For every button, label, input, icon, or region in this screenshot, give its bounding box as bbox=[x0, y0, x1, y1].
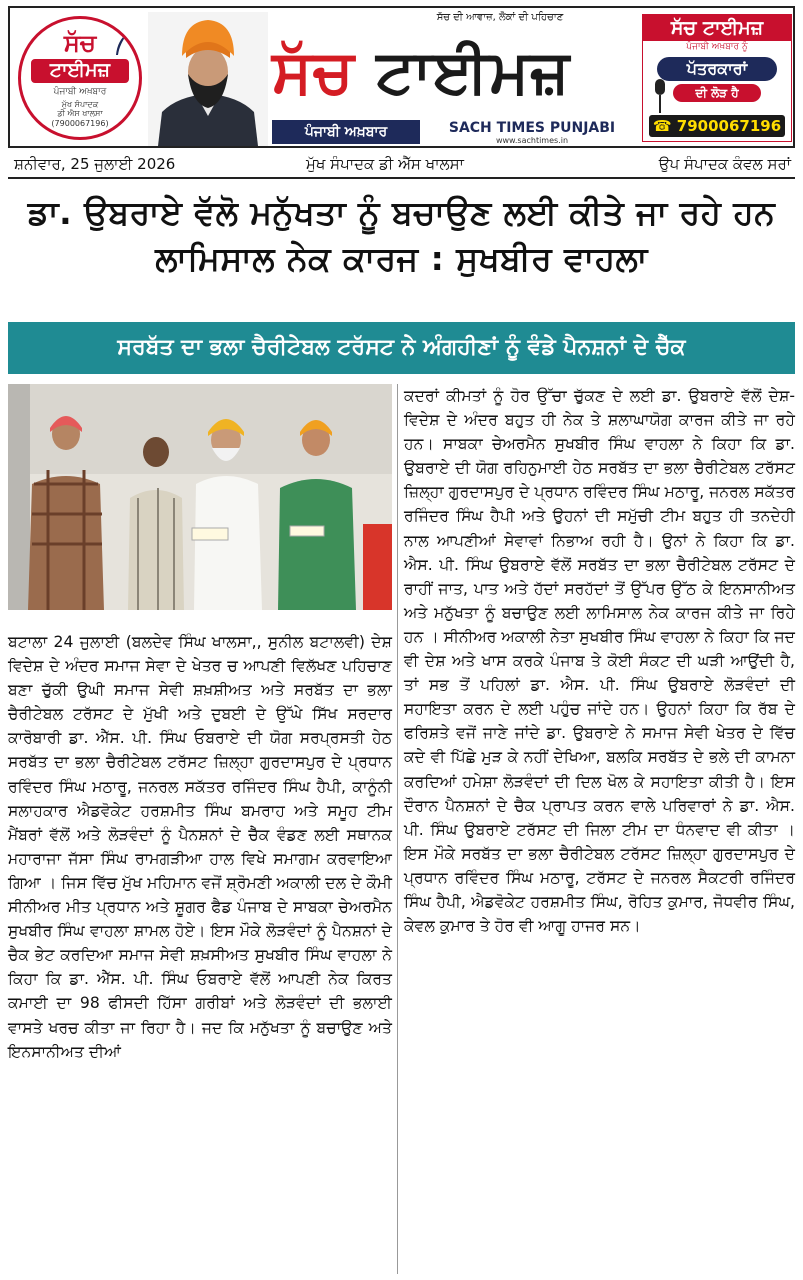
date-bar bbox=[8, 153, 795, 179]
ad-need-line-2: ਦੀ ਲੋੜ ਹੈ bbox=[673, 84, 761, 102]
ad-title: ਸੱਚ ਟਾਈਮਜ਼ bbox=[643, 15, 791, 41]
tagline: ਸੱਚ ਦੀ ਆਵਾਜ਼, ਲੋਕਾਂ ਦੀ ਪਹਿਚਾਣ bbox=[436, 12, 564, 23]
masthead bbox=[8, 6, 795, 148]
quill-pen-icon bbox=[113, 31, 131, 57]
logo-line-4: ਮੁੱਖ ਸੰਪਾਦਕ bbox=[61, 99, 99, 109]
newspaper-title bbox=[272, 24, 640, 120]
title-word-times: ਟਾਈਮਜ਼ bbox=[376, 37, 571, 107]
article-body-left-column: ਬਟਾਲਾ 24 ਜੁਲਾਈ (ਬਲਦੇਵ ਸਿੰਘ ਖਾਲਸਾ,, ਸੁਨੀਲ ਬਟਾਲਵੀ) ਦੇਸ਼ ਵਿਦੇਸ਼ ਦੇ ਅੰਦਰ ਸਮਾਜ ਸੇਵਾ ਦੇ ਖੇਤਰ ਚ ਆਪਣੀ ਵਿਲੱਖਣ ਪਹਿਚਾਣ ਬਣਾ ਚੁੱਕੀ ਉਘੀ ਸਮਾਜ ਸੇਵੀ ਸ਼ਖ਼ਸ਼ੀਅਤ ਅਤੇ ਸਰਬੱਤ ਦਾ ਭਲਾ ਚੈਰੀਟੇਬਲ ਟਰੱਸਟ ਦੇ ਮੁੱਖੀ ਅਤੇ ਦੁਬਈ ਦੇ ਉੱਘੇ ਸਿੱਖ ਸਰਦਾਰ ਕਾਰੋਬਾਰੀ ਡਾ. ਐੱਸ. ਪੀ. ਸਿੰਘ ਓਬਰਾਏ ਦੀ ਯੋਗ ਸਰਪ੍ਰਸਤੀ ਹੇਠ ਸਰਬੱਤ ਦਾ ਭਲਾ ਚੈਰੀਟੇਬਲ ਟਰੱਸਟ ਜ਼ਿਲ੍ਹਾ ਗੁਰਦਾਸਪੁਰ ਦੇ ਪ੍ਰਧਾਨ ਰਵਿੰਦਰ ਸਿੰਘ ਮਠਾਰੂ, ਜਨਰਲ ਸਕੱਤਰ ਰਜਿੰਦਰ ਸਿੰਘ ਹੈਪੀ, ਕਾਨੂੰਨੀ ਸਲਾਹਕਾਰ ਐਡਵੋਕੇਟ ਹਰਸ਼ਮੀਤ ਸਿੰਘ ਬਮਰਾਹ ਅਤੇ ਸਮੂਹ ਟੀਮ ਮੈਂਬਰਾਂ ਵੱਲੋਂ ਅਤੇ ਲੋੜਵੰਦਾਂ ਨੂੰ ਪੈਨਸ਼ਨਾਂ ਦੇ ਚੈੱਕ ਵੰਡਣ ਲਈ ਸਥਾਨਕ ਮਹਾਰਾਜਾ ਜੱਸਾ ਸਿੰਘ ਰਾਮਗੜੀਆ ਹਾਲ ਵਿਖੇ ਸਮਾਗਮ ਕਰਵਾਇਆ ਗਿਆ । ਜਿਸ ਵਿੱਚ ਮੁੱਖ ਮਹਿਮਾਨ ਵਜੋਂ ਸ਼੍ਰੋਮਣੀ ਅਕਾਲੀ ਦਲ ਦੇ ਕੌਮੀ ਸੀਨੀਅਰ ਮੀਤ ਪ੍ਰਧਾਨ ਅਤੇ ਸ਼ੂਗਰ ਫੈਡ ਪੰਜਾਬ ਦੇ ਸਾਬਕਾ ਚੇਅਰਮੈਨ ਸੁਖਬੀਰ ਸਿੰਘ ਵਾਹਲਾ ਸ਼ਾਮਲ ਹੋਏ। ਇਸ ਮੌਕੇ ਲੋੜਵੰਦਾਂ ਨੂੰ ਪੈਨਸ਼ਨਾਂ ਦੇ ਚੈਕ ਭੇਟ ਕਰਦਿਆ ਸਮਾਜ ਸੇਵੀ ਸ਼ਖ਼ਸੀਅਤ ਸੁਖਬੀਰ ਸਿੰਘ ਵਾਹਲਾ ਨੇ ਕਿਹਾ ਕਿ ਡਾ. ਐੱਸ. ਪੀ. ਸਿੰਘ ਓਬਰਾਏ ਵੱਲੋਂ ਆਪਣੀ ਨੇਕ ਕਿਰਤ ਕਮਾਈ ਦਾ 98 ਫੀਸਦੀ ਹਿੱਸਾ ਗਰੀਬਾਂ ਅਤੇ ਲੋੜਵੰਦਾਂ ਦੀ ਭਲਾਈ ਵਾਸਤੇ ਖਰਚ ਕੀਤਾ ਜਾ ਰਿਹਾ ਹੈ। ਜਦ ਕਿ ਮਨੁੱਖਤਾ ਨੂੰ ਬਚਾਉਣ ਅਤੇ ਇਨਸਾਨੀਅਤ ਦੀਆਂ bbox=[8, 633, 392, 1061]
website-link[interactable]: www.sachtimes.in bbox=[495, 136, 569, 145]
ad-phone-number[interactable]: ☎ 7900067196 bbox=[649, 115, 785, 137]
article-headline: ਡਾ. ਉਬਰਾਏ ਵੱਲੋ ਮਨੁੱਖਤਾ ਨੂੰ ਬਚਾਉਣ ਲਈ ਕੀਤੇ ਜਾ ਰਹੇ ਹਨ ਲਾਮਿਸਾਲ ਨੇਕ ਕਾਰਜ : ਸੁਖਬੀਰ ਵਾਹਲਾ bbox=[27, 193, 776, 278]
logo-line-1: ਸੱਚ bbox=[63, 29, 97, 57]
sub-editor: ਉਪ ਸੰਪਾਦਕ ਕੰਵਲ ਸਰਾਂ bbox=[658, 155, 791, 173]
event-photo bbox=[8, 384, 392, 610]
publication-date: ਸ਼ਨੀਵਾਰ, 25 ਜੁਲਾਈ 2026 bbox=[14, 155, 176, 173]
logo-line-2: ਟਾਈਮਜ਼ bbox=[31, 59, 129, 83]
logo-line-6: (7900067196) bbox=[51, 118, 109, 128]
english-name: SACH TIMES PUNJABI bbox=[448, 120, 616, 136]
logo-line-3: ਪੰਜਾਬੀ ਅਖ਼ਬਾਰ bbox=[53, 86, 107, 97]
ad-subtitle: ਪੰਜਾਬੀ ਅਖ਼ਬਾਰ ਨੂੰ bbox=[686, 42, 748, 52]
microphone-icon bbox=[651, 79, 669, 115]
editor-portrait bbox=[148, 12, 268, 146]
phone-value: 7900067196 bbox=[676, 117, 782, 135]
chief-editor: ਮੁੱਖ ਸੰਪਾਦਕ ਡੀ ਐੱਸ ਖਾਲਸਾ bbox=[306, 155, 464, 173]
ad-need-line-1: ਪੱਤਰਕਾਰਾਂ bbox=[657, 57, 777, 81]
title-word-sach: ਸੱਚ bbox=[272, 37, 355, 107]
newspaper-logo bbox=[18, 16, 142, 140]
article-body-right-column: ਕਦਰਾਂ ਕੀਮਤਾਂ ਨੂੰ ਹੋਰ ਉੱਚਾ ਚੁੱਕਣ ਦੇ ਲਈ ਡਾ. ਉਬਰਾਏ ਵੱਲੋਂ ਦੇਸ਼-ਵਿਦੇਸ਼ ਦੇ ਅੰਦਰ ਬਹੁਤ ਹੀ ਨੇਕ ਤੇ ਸ਼ਲਾਘਾਯੋਗ ਕਾਰਜ ਕੀਤੇ ਜਾ ਰਹੇ ਹਨ। ਸਾਬਕਾ ਚੇਅਰਮੈਨ ਸੁਖਬੀਰ ਸਿੰਘ ਵਾਹਲਾ ਨੇ ਕਿਹਾ ਕਿ ਡਾ. ਉਬਰਾਏ ਦੀ ਯੋਗ ਰਹਿਨੁਮਾਈ ਹੇਠ ਸਰਬੱਤ ਦਾ ਭਲਾ ਚੈਰੀਟੇਬਲ ਟਰੱਸਟ ਜ਼ਿਲ੍ਹਾ ਗੁਰਦਾਸਪੁਰ ਦੇ ਪ੍ਰਧਾਨ ਰਵਿੰਦਰ ਸਿੰਘ ਮਠਾਰੂ, ਜਨਰਲ ਸਕੱਤਰ ਰਜਿੰਦਰ ਸਿੰਘ ਹੈਪੀ ਅਤੇ ਉਹਨਾਂ ਦੀ ਸਮੁੱਚੀ ਟੀਮ ਬਹੁਤ ਹੀ ਤਨਦੇਹੀ ਨਾਲ ਆਪਣੀਆਂ ਸੇਵਾਵਾਂ ਨਿਭਾਅ ਰਹੀ ਹੈ। ਉਨਾਂ ਨੇ ਕਿਹਾ ਕਿ ਡਾ. ਐਸ. ਪੀ. ਸਿੰਘ ਉਬਰਾਏ ਵੱਲੋਂ ਸਰਬੱਤ ਦਾ ਭਲਾ ਚੈਰੀਟੇਬਲ ਟਰੱਸਟ ਦੇ ਰਾਹੀਂ ਜਾਤ, ਪਾਤ ਅਤੇ ਹੱਦਾਂ ਸਰਹੱਦਾਂ ਤੋਂ ਉੱਪਰ ਉੱਠ ਕੇ ਇਨਸਾਨੀਅਤ ਅਤੇ ਮਨੁੱਖਤਾ ਨੂੰ ਬਚਾਉਣ ਲਈ ਲਾਮਿਸਾਲ ਨੇਕ ਕਾਰਜ ਕੀਤੇ ਜਾ ਰਿਹੇ ਹਨ । ਸੀਨੀਅਰ ਅਕਾਲੀ ਨੇਤਾ ਸੁਖਬੀਰ ਸਿੰਘ ਵਾਹਲਾ ਨੇ ਕਿਹਾ ਕਿ ਜਦ ਵੀ ਦੇਸ਼ ਅਤੇ ਖਾਸ ਕਰਕੇ ਪੰਜਾਬ ਤੇ ਕੋਈ ਸੰਕਟ ਦੀ ਘੜੀ ਆਉਂਦੀ ਹੈ, ਤਾਂ ਸਭ ਤੋਂ ਪਹਿਲਾਂ ਡਾ. ਐਸ. ਪੀ. ਸਿੰਘ ਉਬਰਾਏ ਲੋੜਵੰਦਾਂ ਦੀ ਸਹਾਇਤਾ ਕਰਨ ਦੇ ਲਈ ਪਹੁੰਚ ਜਾਂਦੇ ਹਨ। ਉਹਨਾਂ ਕਿਹਾ ਕਿ ਰੱਬ ਦੇ ਫਰਿਸ਼ਤੇ ਵਜੋਂ ਜਾਣੇ ਜਾਂਦੇ ਡਾ. ਉਬਰਾਏ ਨੇ ਸਮਾਜ ਸੇਵੀ ਖੇਤਰ ਦੇ ਵਿੱਚ ਕਦੇ ਵੀ ਪਿੱਛੇ ਮੁੜ ਕੇ ਨਹੀਂ ਦੇਖਿਆ, ਬਲਕਿ ਸਰਬੱਤ ਦੇ ਭਲੇ ਦੀ ਕਾਮਨਾ ਕਰਦਿਆਂ ਹਮੇਸ਼ਾ ਲੋੜਵੰਦਾਂ ਦੀ ਦਿਲ ਖੋਲ ਕੇ ਸਹਾਇਤਾ ਕੀਤੀ ਹੈ। ਇਸ ਦੌਰਾਨ ਪੈਨਸ਼ਨਾਂ ਦੇ ਚੈਕ ਪ੍ਰਾਪਤ ਕਰਨ ਵਾਲੇ ਪਰਿਵਾਰਾਂ ਨੇ ਡਾ. ਐਸ. ਪੀ. ਸਿੰਘ ਉਬਰਾਏ ਟਰੱਸਟ ਦੀ ਜਿਲਾ ਟੀਮ ਦਾ ਧੰਨਵਾਦ ਵੀ ਕੀਤਾ । ਇਸ ਮੌਕੇ ਸਰਬੱਤ ਦਾ ਭਲਾ ਚੈਰੀਟੇਬਲ ਟਰੱਸਟ ਜ਼ਿਲ੍ਹਾ ਗੁਰਦਾਸਪੁਰ ਦੇ ਪ੍ਰਧਾਨ ਰਵਿੰਦਰ ਸਿੰਘ ਮਠਾਰੂ, ਟਰੱਸਟ ਦੇ ਜਨਰਲ ਸੈਕਟਰੀ ਰਜਿੰਦਰ ਸਿੰਘ ਹੈਪੀ, ਐਡਵੋਕੇਟ ਹਰਸ਼ਮੀਤ ਸਿੰਘ, ਰੋਹਿਤ ਕੁਮਾਰ, ਜੋਧਵੀਰ ਸਿੰਘ, ਕੇਵਲ ਕੁਮਾਰ ਤੇ ਹੋਰ ਵੀ ਆਗੂ ਹਾਜਰ ਸਨ। bbox=[404, 387, 795, 936]
logo-line-5: ਡੀ ਐਸ ਖਾਲਸਾ bbox=[57, 109, 103, 119]
article-subheadline: ਸਰਬੱਤ ਦਾ ਭਲਾ ਚੈਰੀਟੇਬਲ ਟਰੱਸਟ ਨੇ ਅੰਗਹੀਣਾਂ ਨੂੰ ਵੰਡੇ ਪੈਨਸ਼ਨਾਂ ਦੇ ਚੈੱਕ bbox=[8, 322, 795, 374]
column-divider bbox=[397, 384, 398, 1274]
punjabi-newspaper-label: ਪੰਜਾਬੀ ਅਖ਼ਬਾਰ bbox=[272, 120, 420, 144]
reporter-wanted-ad bbox=[642, 14, 792, 142]
